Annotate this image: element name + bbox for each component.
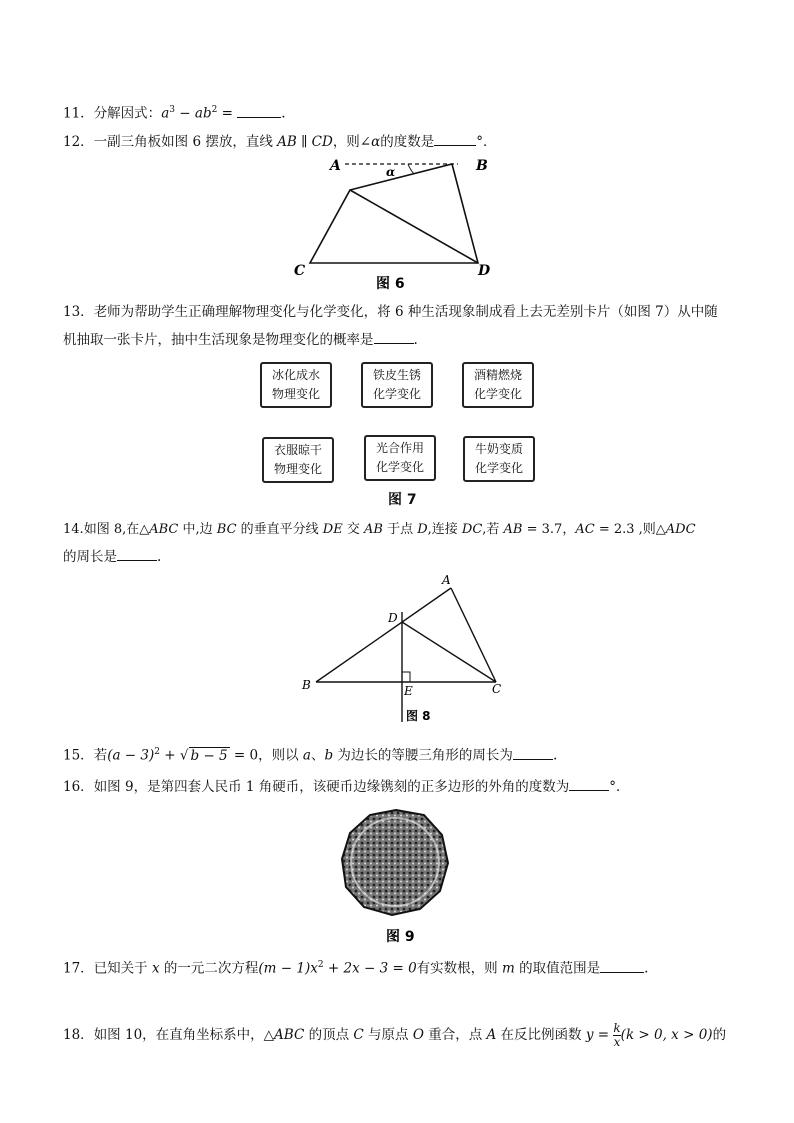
diagonal: [350, 190, 478, 263]
label-A: A: [442, 573, 451, 587]
question-number: 17．: [63, 960, 94, 977]
figure-caption: 图 7: [388, 492, 417, 508]
question-text: 分解因式：: [93, 105, 162, 122]
answer-blank[interactable]: [513, 745, 553, 760]
question-13-line-1: 13．老师为帮助学生正确理解物理变化与化学变化，将 6 种生活现象制成看上去无差别卡片（如图 7）从中随: [63, 304, 718, 320]
answer-blank[interactable]: [600, 958, 644, 973]
answer-blank[interactable]: [434, 131, 476, 146]
label-C: C: [492, 682, 502, 696]
answer-blank[interactable]: [374, 329, 414, 344]
figure-9: [336, 805, 456, 945]
answer-blank[interactable]: [569, 776, 609, 791]
card: 光合作用 化学变化: [364, 435, 436, 481]
question-17: 17．已知关于 x 的一元二次方程$(m - 1)x^2 + 2x - 3 = 0$有实数根，则 m 的取值范围是 .: [63, 955, 648, 979]
figure-caption: 图 6: [376, 276, 405, 292]
figure-caption: 图 8: [406, 709, 431, 723]
card: 衣服晾干 物理变化: [262, 437, 334, 483]
question-number: 11．: [63, 105, 94, 122]
label-D: D: [388, 611, 398, 625]
label-E: E: [404, 684, 413, 698]
question-number: 16．: [63, 779, 94, 795]
coin-icon: [342, 810, 448, 915]
label-D: D: [478, 263, 491, 279]
angle-arc: [408, 164, 414, 174]
label-C: C: [294, 263, 306, 279]
question-number: 14.: [63, 522, 84, 537]
question-11: 11．分解因式：$a^3 - ab^2$ = .: [63, 100, 286, 124]
answer-blank[interactable]: [117, 546, 157, 561]
figure-8: [296, 572, 516, 727]
question-number: 15．: [63, 747, 94, 764]
question-15: 15．若$(a - 3)^2$ + √ b − 5 = 0，则以 a、b 为边长的等腰三角形的周长为 .: [63, 742, 557, 766]
card: 冰化成水 物理变化: [260, 362, 332, 408]
question-14-line-1: 14.如图 8,在△ABC 中,边 BC 的垂直平分线 DE 交 AB 于点 D,连接 DC,若 AB = 3.7，AC = 2.3 ,则△ADC: [63, 522, 696, 537]
figure-6: [290, 150, 520, 292]
question-16: 16．如图 9，是第四套人民币 1 角硬币，该硬币边缘镌刻的正多边形的外角的度数为 °．: [63, 776, 630, 797]
question-number: 13．: [63, 304, 94, 320]
question-18: 18．如图 10，在直角坐标系中，△ABC 的顶点 C 与原点 O 重合，点 A 在反比例函数 y = $\frac{k}{x}$ (k > 0, x > 0)的: [63, 1021, 727, 1049]
question-number: 12．: [63, 134, 94, 150]
question-13-line-2: 机抽取一张卡片，抽中生活现象是物理变化的概率是 .: [63, 329, 418, 350]
figure-caption: 图 9: [386, 929, 415, 945]
card: 铁皮生锈 化学变化: [361, 362, 433, 408]
question-number: 18．: [63, 1027, 94, 1043]
fraction-k-over-x: $\frac{k}{x}$: [613, 1021, 621, 1049]
question-12: 12．一副三角板如图 6 摆放，直线 AB ∥ CD，则∠α的度数是 °．: [63, 131, 497, 152]
label-B: B: [302, 678, 311, 692]
segment-ba: [316, 588, 451, 682]
card: 牛奶变质 化学变化: [463, 436, 535, 482]
question-14-line-2: 的周长是 .: [63, 546, 161, 567]
label-A: A: [330, 158, 341, 174]
answer-blank[interactable]: [237, 103, 281, 118]
right-angle-mark: [402, 672, 410, 682]
card: 酒精燃烧 化学变化: [462, 362, 534, 408]
label-alpha: α: [386, 165, 396, 179]
label-B: B: [476, 158, 488, 174]
